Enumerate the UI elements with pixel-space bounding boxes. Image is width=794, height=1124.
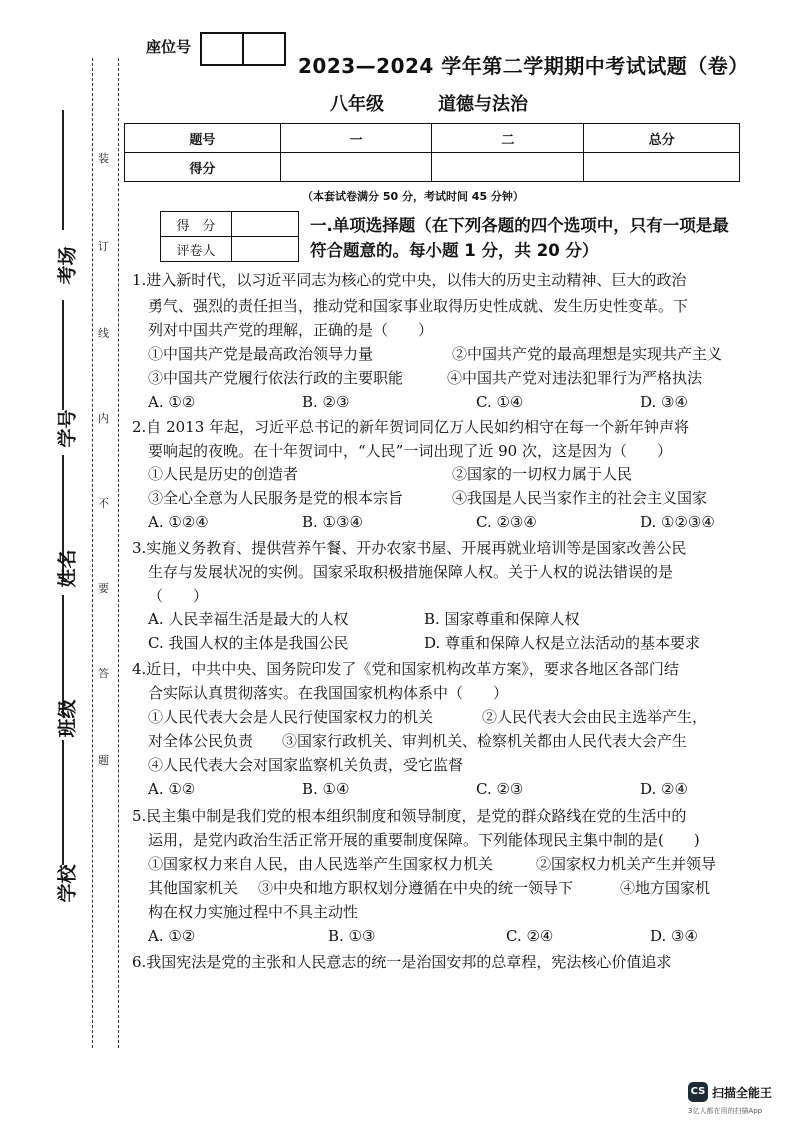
scanner-brand: 扫描全能王: [712, 1086, 773, 1100]
seat-number-box-2[interactable]: [242, 32, 286, 66]
binding-char-3: 线: [98, 327, 109, 340]
q4-statement-4: ④人民代表大会对国家监察机关负责，受它监督: [148, 756, 464, 774]
q3-option-d[interactable]: D. 尊重和保障人权是立法活动的基本要求: [424, 634, 701, 652]
q4-stem-line1: 4.近日，中共中央、国务院印发了《党和国家机构改革方案》，要求各地区各部门结: [132, 660, 679, 678]
q3-option-b[interactable]: B. 国家尊重和保障人权: [424, 610, 580, 628]
exam-note: （本套试卷满分 50 分，考试时间 45 分钟）: [302, 190, 524, 203]
q5-statement-3: ③中央和地方职权划分遵循在中央的统一领导下: [258, 879, 574, 897]
binding-char-1: 装: [98, 152, 109, 165]
q2-statement-4: ④我国是人民当家作主的社会主义国家: [452, 489, 708, 507]
score-table-row-label: 得分: [125, 153, 281, 182]
score-table-header-item: 题号: [125, 124, 281, 153]
grader-score-label: 得 分: [161, 212, 232, 237]
q5-option-c[interactable]: C. ②④: [506, 927, 554, 945]
binding-dashed-line-left: [92, 58, 93, 1048]
section1-heading-line1: 一.单项选择题（在下列各题的四个选项中，只有一项是最: [310, 216, 729, 235]
q2-statement-2: ②国家的一切权力属于人民: [452, 465, 633, 483]
q2-option-a[interactable]: A. ①②④: [148, 513, 209, 531]
seat-number-box-1[interactable]: [200, 32, 244, 66]
seat-number-label: 座位号: [146, 38, 192, 56]
grader-name-label: 评卷人: [161, 237, 232, 262]
subject-label: 道德与法治: [438, 94, 528, 115]
q1-option-c[interactable]: C. ①④: [476, 393, 524, 411]
score-table-header-part2: 二: [432, 124, 584, 153]
q2-option-b[interactable]: B. ①③④: [302, 513, 363, 531]
score-table: [124, 123, 740, 182]
q2-statement-3: ③全心全意为人民服务是党的根本宗旨: [148, 489, 404, 507]
q4-option-a[interactable]: A. ①②: [148, 780, 196, 798]
grade-label: 八年级: [330, 94, 384, 115]
q1-stem-line2: 勇气、强烈的责任担当，推动党和国家事业取得历史性成就、发生历史性变革。下: [148, 297, 689, 315]
binding-dashed-line-right: [118, 58, 119, 1048]
q4-statement-2-cont: 对全体公民负责: [148, 732, 254, 750]
q5-statement-2: ②国家权力机关产生并领导: [536, 855, 717, 873]
grader-box: [160, 211, 299, 262]
q4-statement-2: ②人民代表大会由民主选举产生，: [482, 708, 708, 726]
field-label-xuehao: 学号: [56, 409, 79, 448]
q5-option-d[interactable]: D. ③④: [650, 927, 698, 945]
field-line-kaochang: [62, 110, 64, 230]
q1-option-d[interactable]: D. ③④: [640, 393, 688, 411]
q1-statement-4: ④中国共产党对违法犯罪行为严格执法: [447, 369, 703, 387]
q3-stem-line3: （ ）: [148, 587, 209, 605]
exam-title: 2023—2024 学年第二学期期中考试试题（卷）: [298, 54, 749, 78]
q1-stem-line3: 列对中国共产党的理解，正确的是（ ）: [148, 321, 434, 339]
q2-option-c[interactable]: C. ②③④: [476, 513, 537, 531]
binding-char-2: 订: [98, 240, 109, 253]
binding-char-5: 不: [98, 497, 109, 510]
field-line-banji: [62, 595, 64, 715]
q6-stem-line1: 6.我国宪法是党的主张和人民意志的统一是治国安邦的总章程，宪法核心价值追求: [132, 953, 672, 971]
q3-stem-line1: 3.实施义务教育、提供营养午餐、开办农家书屋、开展再就业培训等是国家改善公民: [132, 539, 687, 557]
q5-stem-line2: 运用，是党内政治生活正常开展的重要制度保障。下列能体现民主集中制的是( ): [148, 831, 700, 849]
q1-statement-1: ①中国共产党是最高政治领导力量: [148, 345, 374, 363]
q1-stem-line1: 1.进入新时代，以习近平同志为核心的党中央，以伟大的历史主动精神、巨大的政治: [132, 271, 687, 289]
q3-option-a[interactable]: A. 人民幸福生活是最大的人权: [148, 610, 349, 628]
section1-heading-line2: 符合题意的。每小题 1 分，共 20 分）: [310, 241, 599, 260]
field-line-xuexiao: [62, 740, 64, 865]
field-label-xuexiao: 学校: [56, 864, 79, 903]
scanner-tagline: 3亿人都在用的扫描App: [688, 1107, 763, 1115]
score-table-header-part1: 一: [280, 124, 432, 153]
q1-statement-3: ③中国共产党履行依法行政的主要职能: [148, 369, 404, 387]
scanner-logo-icon: CS: [688, 1082, 708, 1102]
score-table-header-total: 总分: [584, 124, 740, 153]
q1-option-a[interactable]: A. ①②: [148, 393, 196, 411]
q4-option-c[interactable]: C. ②③: [476, 780, 524, 798]
scanner-watermark: [688, 1082, 792, 1118]
q4-statement-1: ①人民代表大会是人民行使国家权力的机关: [148, 708, 434, 726]
field-label-xingming: 姓名: [56, 549, 79, 588]
score-cell-part2[interactable]: [432, 153, 584, 182]
field-label-banji: 班级: [56, 699, 79, 738]
q4-option-b[interactable]: B. ①④: [302, 780, 350, 798]
q5-option-b[interactable]: B. ①③: [328, 927, 376, 945]
binding-char-8: 题: [98, 754, 109, 767]
q2-stem-line1: 2.自 2013 年起，习近平总书记的新年贺词同亿万人民如约相守在每一个新年钟声将: [132, 418, 690, 436]
q4-option-d[interactable]: D. ②④: [640, 780, 688, 798]
q2-option-d[interactable]: D. ①②③④: [640, 513, 715, 531]
q4-stem-line2: 合实际认真贯彻落实。在我国国家机构体系中（ ）: [148, 684, 509, 702]
q4-statement-3: ③国家行政机关、审判机关、检察机关都由人民代表大会产生: [282, 732, 688, 750]
grader-name-cell[interactable]: [232, 237, 299, 262]
q5-statement-4-cont: 构在权力实施过程中不具主动性: [148, 903, 359, 921]
q5-statement-4: ④地方国家机: [620, 879, 711, 897]
q2-stem-line2: 要响起的夜晚。在十年贺词中，“人民”一词出现了近 90 次，这是因为（ ）: [148, 442, 672, 460]
q3-stem-line2: 生存与发展状况的实例。国家采取积极措施保障人权。关于人权的说法错误的是: [148, 563, 674, 581]
q5-statement-2-cont: 其他国家机关: [148, 879, 239, 897]
field-line-xuehao: [62, 300, 64, 410]
q5-statement-1: ①国家权力来自人民，由人民选举产生国家权力机关: [148, 855, 494, 873]
score-cell-total[interactable]: [584, 153, 740, 182]
q2-statement-1: ①人民是历史的创造者: [148, 465, 299, 483]
q5-stem-line1: 5.民主集中制是我们党的根本组织制度和领导制度，是党的群众路线在党的生活中的: [132, 807, 687, 825]
binding-char-6: 要: [98, 582, 109, 595]
grader-score-cell[interactable]: [232, 212, 299, 237]
binding-char-4: 内: [98, 412, 109, 425]
q1-option-b[interactable]: B. ②③: [302, 393, 350, 411]
binding-char-7: 答: [98, 667, 109, 680]
q3-option-c[interactable]: C. 我国人权的主体是我国公民: [148, 634, 349, 652]
q5-option-a[interactable]: A. ①②: [148, 927, 196, 945]
field-label-kaochang: 考场: [56, 246, 79, 285]
score-cell-part1[interactable]: [280, 153, 432, 182]
q1-statement-2: ②中国共产党的最高理想是实现共产主义: [452, 345, 723, 363]
